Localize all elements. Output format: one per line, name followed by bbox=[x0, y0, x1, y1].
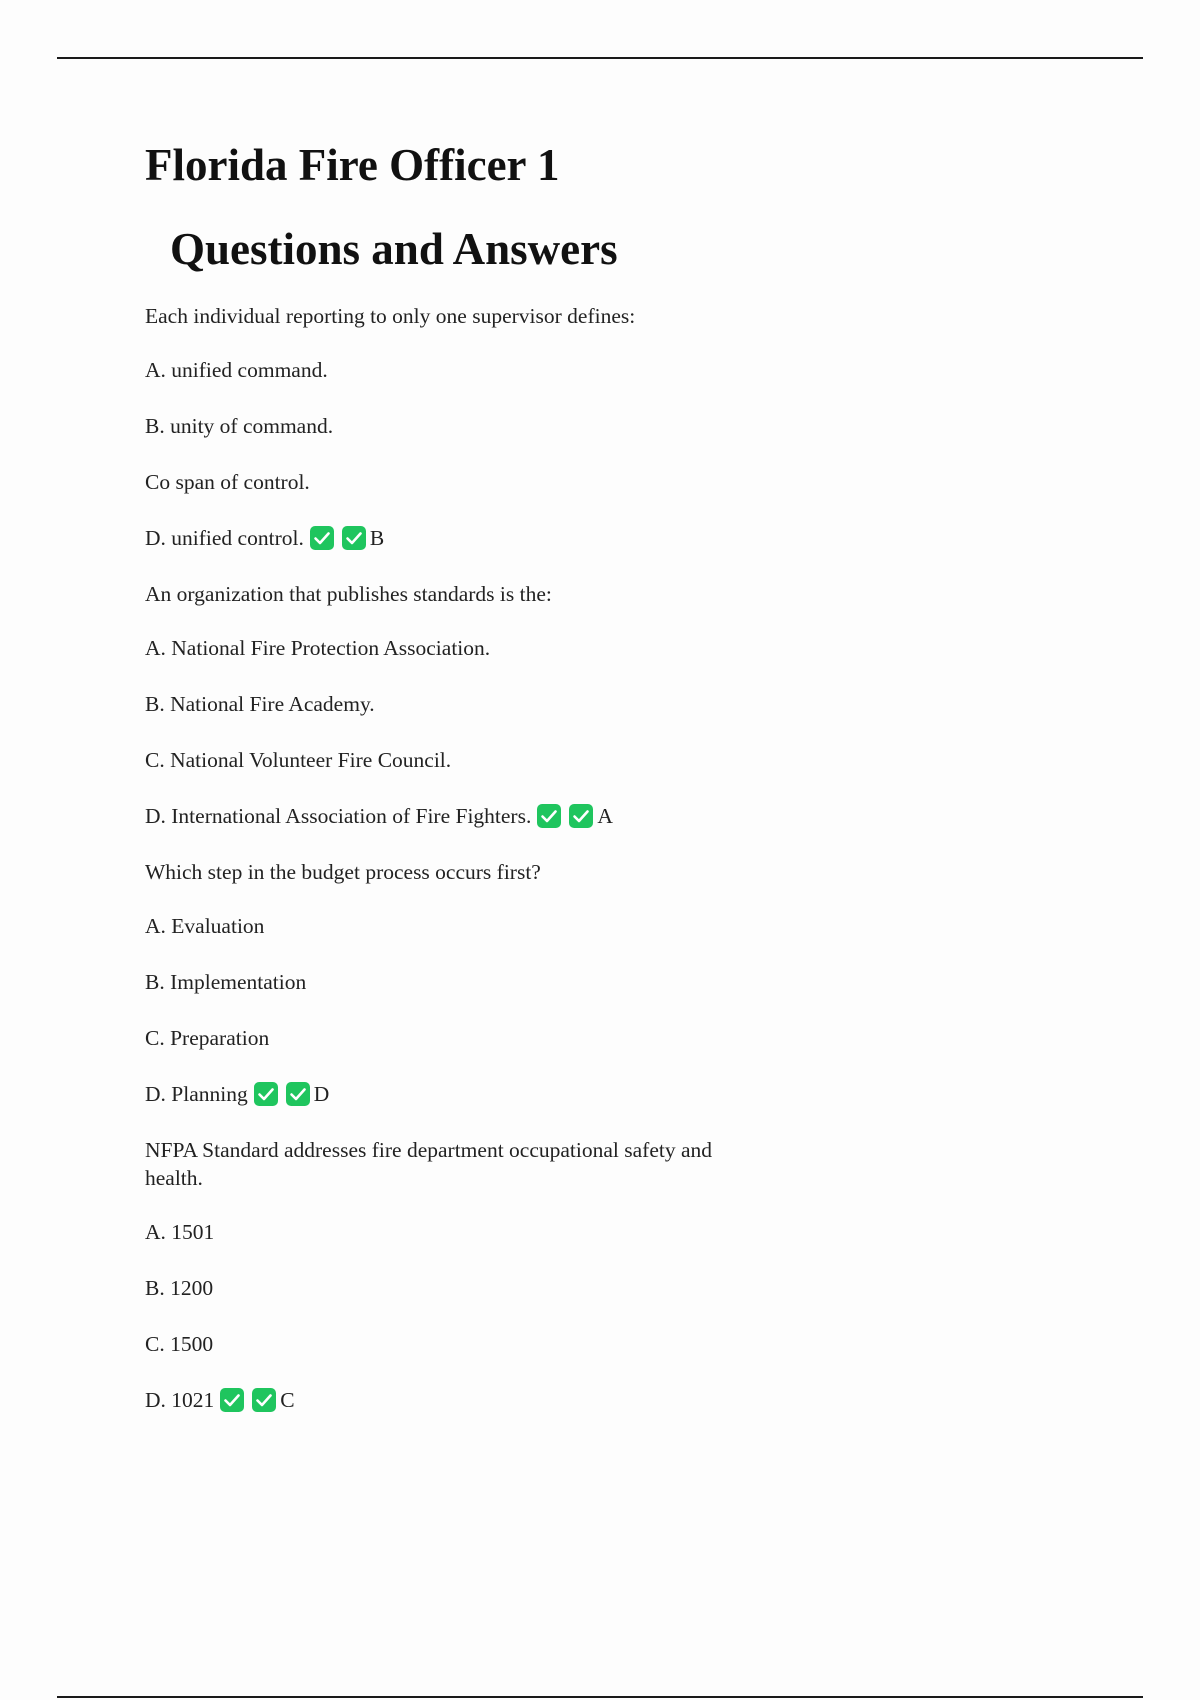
question-prompt: NFPA Standard addresses fire department occupational safety and health. bbox=[145, 1138, 713, 1190]
answer-option bbox=[145, 746, 765, 774]
option-text: A. Evaluation bbox=[145, 914, 265, 938]
option-text: B. Implementation bbox=[145, 970, 307, 994]
option-text: D. unified control. bbox=[145, 526, 304, 550]
option-text: B. unity of command. bbox=[145, 414, 334, 438]
option-text: D. Planning bbox=[145, 1082, 248, 1106]
question-block bbox=[145, 858, 765, 1108]
check-mark-icon bbox=[342, 526, 366, 550]
footer-rule bbox=[57, 1696, 1143, 1698]
question-prompt: An organization that publishes standards is the: bbox=[145, 582, 552, 606]
correct-answer: D bbox=[313, 1082, 330, 1106]
answer-option bbox=[145, 690, 765, 718]
correct-answer: C bbox=[280, 1388, 295, 1412]
correct-answer: B bbox=[369, 526, 385, 550]
answer-option bbox=[145, 912, 765, 940]
document-body bbox=[145, 140, 765, 1442]
answer-option bbox=[145, 468, 765, 496]
answer-option bbox=[145, 802, 765, 830]
answer-option bbox=[145, 1274, 765, 1302]
option-text: C. Preparation bbox=[145, 1026, 270, 1050]
document-title-line-2: Questions and Answers bbox=[170, 224, 618, 274]
option-text: D. International Association of Fire Fighters. bbox=[145, 804, 532, 828]
answer-option bbox=[145, 634, 765, 662]
option-text: D. 1021 bbox=[145, 1388, 215, 1412]
answer-option bbox=[145, 524, 765, 552]
answer-option bbox=[145, 1080, 765, 1108]
answer-option bbox=[145, 356, 765, 384]
option-text: A. unified command. bbox=[145, 358, 328, 382]
correct-answer: A bbox=[597, 804, 613, 828]
option-text: C. 1500 bbox=[145, 1332, 214, 1356]
answer-option bbox=[145, 968, 765, 996]
question-prompt: Which step in the budget process occurs first? bbox=[145, 860, 541, 884]
option-text: C. National Volunteer Fire Council. bbox=[145, 748, 452, 772]
check-mark-icon bbox=[569, 804, 593, 828]
answer-option bbox=[145, 1024, 765, 1052]
question-block bbox=[145, 1136, 765, 1414]
check-mark-icon bbox=[220, 1388, 244, 1412]
answer-option bbox=[145, 1218, 765, 1246]
check-mark-icon bbox=[254, 1082, 278, 1106]
option-text: A. 1501 bbox=[145, 1220, 215, 1244]
answer-option bbox=[145, 1386, 765, 1414]
check-mark-icon bbox=[310, 526, 334, 550]
question-block bbox=[145, 302, 765, 552]
answer-option bbox=[145, 1330, 765, 1358]
header-rule bbox=[57, 57, 1143, 59]
document-title-line-1: Florida Fire Officer 1 bbox=[145, 140, 560, 190]
check-mark-icon bbox=[286, 1082, 310, 1106]
option-text: B. National Fire Academy. bbox=[145, 692, 375, 716]
answer-option bbox=[145, 412, 765, 440]
check-mark-icon bbox=[252, 1388, 276, 1412]
option-text: A. National Fire Protection Association. bbox=[145, 636, 491, 660]
question-prompt: Each individual reporting to only one supervisor defines: bbox=[145, 304, 636, 328]
option-text: Co span of control. bbox=[145, 470, 310, 494]
check-mark-icon bbox=[537, 804, 561, 828]
option-text: B. 1200 bbox=[145, 1276, 214, 1300]
question-block bbox=[145, 580, 765, 830]
question-list bbox=[145, 302, 765, 1414]
